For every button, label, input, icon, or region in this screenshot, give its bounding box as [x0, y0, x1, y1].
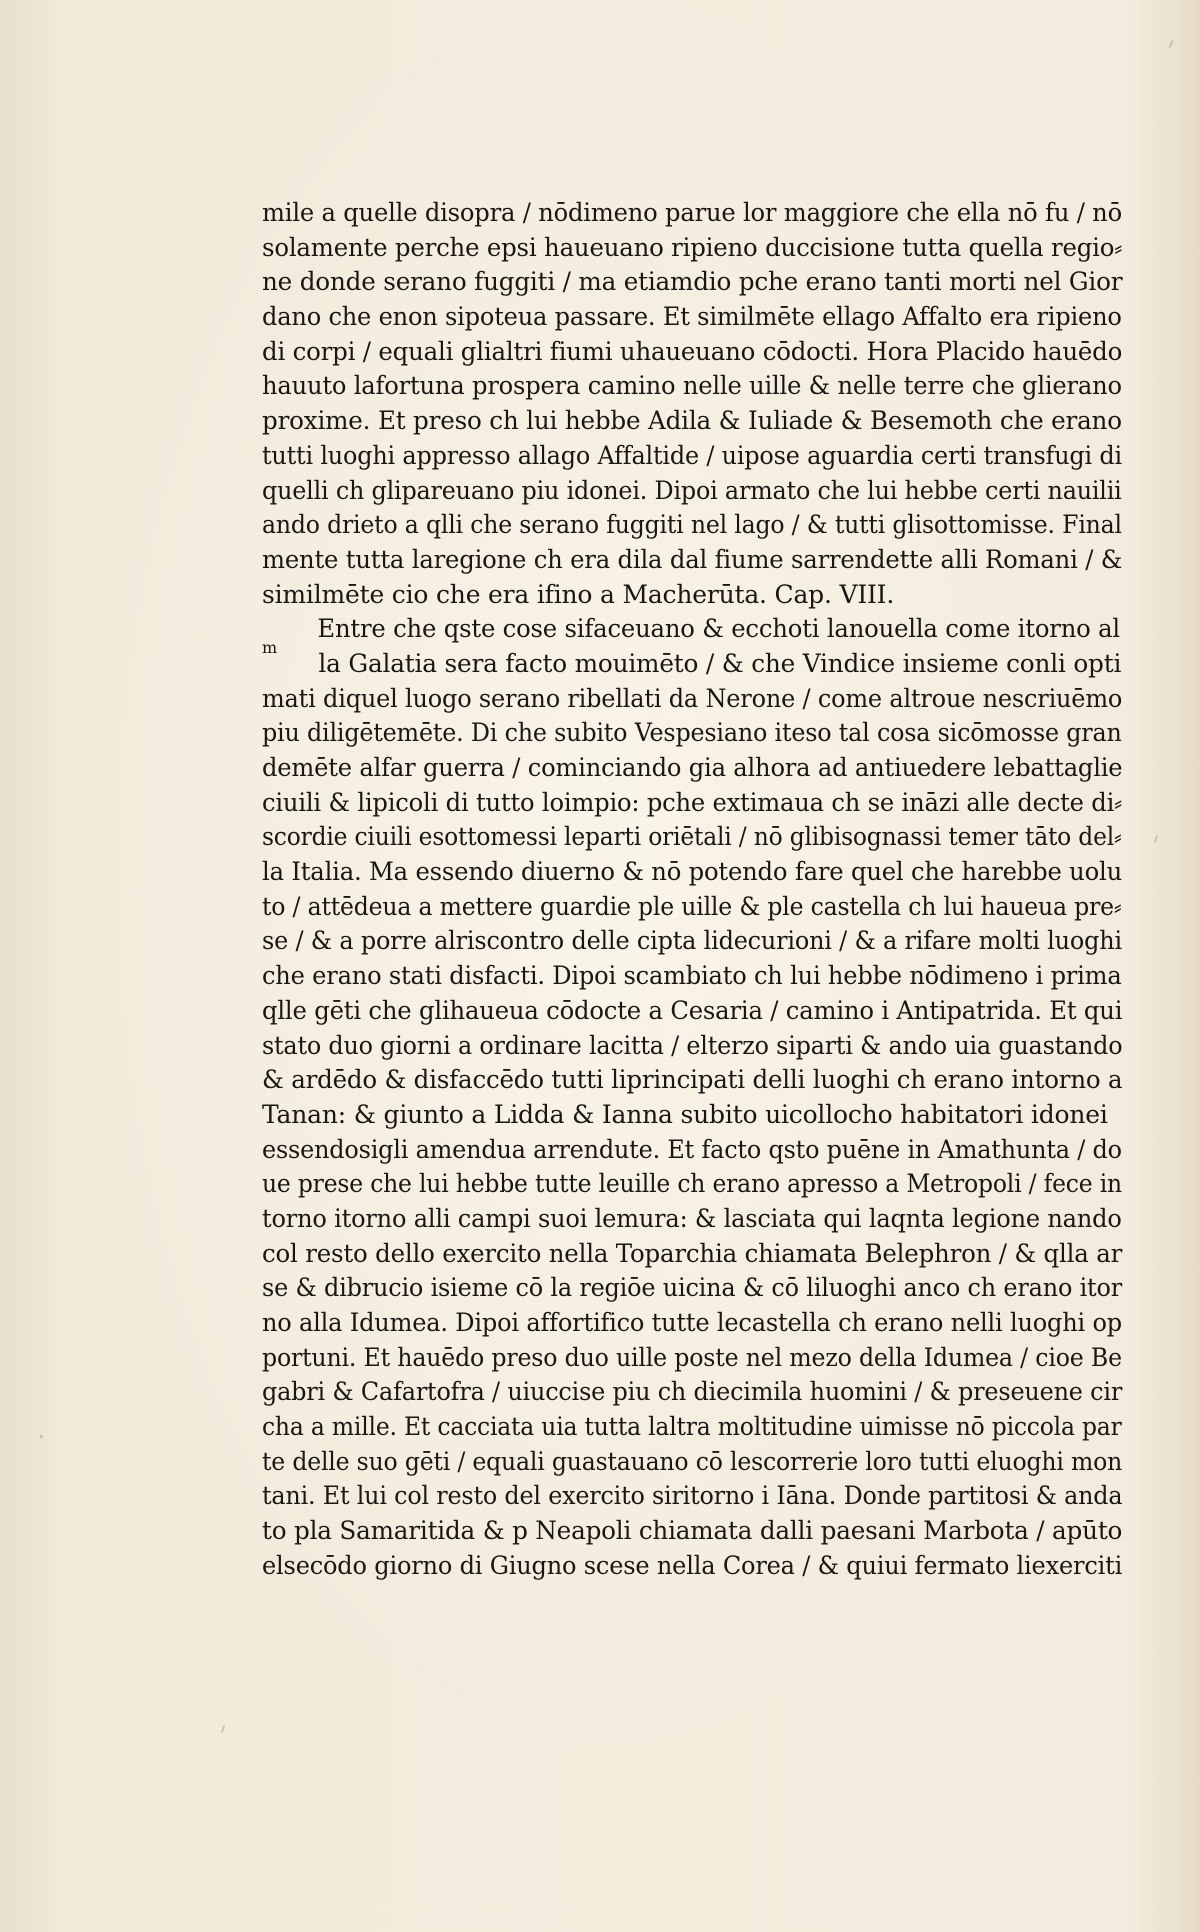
text-line: stato duo giorni a ordinare lacitta / elterzo siparti & ando uia guastando	[262, 1030, 1123, 1060]
paper-speck	[40, 1435, 43, 1438]
text-line: cha a mille. Et cacciata uia tutta laltra moltitudine uimisse nō piccola par	[262, 1412, 1122, 1442]
text-line: solamente perche epsi haueuano ripieno duccisione tutta quella regio⸗	[262, 232, 1123, 262]
text-line: essendosigli amendua arrendute. Et facto qsto puēne in Amathunta / do	[262, 1134, 1122, 1164]
text-line: mente tutta laregione ch era dila dal fiume sarrendette alli Romani / &	[262, 544, 1123, 574]
text-line: ando drieto a qlli che serano fuggiti nel lago / & tutti glisottomisse. Final	[262, 510, 1122, 540]
text-line: hauuto lafortuna prospera camino nelle uille & nelle terre che glierano	[262, 371, 1122, 401]
text-line: no alla Idumea. Dipoi affortifico tutte lecastella ch erano nelli luoghi op	[262, 1308, 1122, 1337]
paper-speck	[1169, 40, 1174, 48]
text-line: torno itorno alli campi suoi lemura: & lasciata qui laqnta legione nando	[262, 1203, 1122, 1233]
text-line: proxime. Et preso ch lui hebbe Adila & Iuliade & Besemoth che erano	[262, 406, 1122, 436]
text-line: qlle gēti che glihaueua cōdocte a Cesaria / camino i Antipatrida. Et qui	[262, 995, 1123, 1025]
text-line: ne donde serano fuggiti / ma etiamdio pche erano tanti morti nel Gior	[262, 267, 1123, 297]
text-line: ciuili & lipicoli di tutto loimpio: pche extimaua ch se ināzi alle decte di⸗	[262, 787, 1123, 817]
text-line: mati diquel luogo serano ribellati da Nerone / come altroue nescriuēmo	[262, 683, 1123, 713]
text-line: che erano stati disfacti. Dipoi scambiato ch lui hebbe nōdimeno i prima	[262, 961, 1122, 991]
paper-speck	[221, 1725, 226, 1733]
text-line: quelli ch glipareuano piu idonei. Dipoi armato che lui hebbe certi nauilii	[262, 475, 1122, 505]
text-line: gabri & Cafartofra / uiuccise piu ch diecimila huomini / & preseuene cir	[262, 1377, 1123, 1407]
text-line: te delle suo gēti / equali guastauano cō lescorrerie loro tutti eluoghi mon	[262, 1446, 1123, 1476]
marginal-note: m	[262, 638, 278, 657]
text-line: la Italia. Ma essendo diuerno & nō potendo fare quel che harebbe uolu	[262, 857, 1123, 887]
text-line: se & dibrucio isieme cō la regiōe uicina & cō liluoghi anco ch erano itor	[262, 1273, 1122, 1303]
text-line: scordie ciuili esottomessi leparti oriētali / nō glibisognassi temer tāto del⸗	[262, 822, 1122, 852]
text-line: mile a quelle disopra / nōdimeno parue lor maggiore che ella nō fu / nō	[262, 198, 1122, 227]
text-line: di corpi / equali glialtri fiumi uhaueuano cōdocti. Hora Placido hauēdo	[262, 336, 1123, 366]
text-line: se / & a porre alriscontro delle cipta lidecurioni / & a rifare molti luoghi	[262, 926, 1122, 956]
text-line: elsecōdo giorno di Giugno scese nella Corea / & quiui fermato liexerciti	[262, 1550, 1123, 1580]
text-line: demēte alfar guerra / cominciando gia alhora ad antiuedere lebattaglie	[262, 753, 1123, 782]
text-line: to pla Samaritida & p Neapoli chiamata dalli paesani Marbota / apūto	[262, 1516, 1123, 1546]
text-line: Entre che qste cose sifaceuano & ecchoti lanouella come itorno al	[317, 614, 1121, 644]
text-line: piu diligētemēte. Di che subito Vespesiano itesο tal cosa sicōmosse gran	[262, 718, 1122, 748]
text-line: la Galatia sera facto mouimēto / & che Vindice insieme conli opti	[318, 648, 1122, 678]
text-line: & ardēdo & disfaccēdo tutti liprincipati delli luoghi ch erano intorno a	[262, 1065, 1123, 1095]
body-text	[262, 196, 1122, 1584]
text-line: tani. Et lui col resto del exercito siritorno i Iāna. Donde partitosi & anda	[262, 1481, 1123, 1511]
paper-speck	[1154, 835, 1159, 843]
text-line: portuni. Et hauēdo preso duo uille poste nel mezo della Idumea / cioe Be	[262, 1342, 1122, 1372]
text-line: ue prese che lui hebbe tutte leuille ch erano apresso a Metropoli / fece in	[262, 1169, 1122, 1199]
text-line: col resto dello exercito nella Toparchia chiamata Belephron / & qlla ar	[262, 1238, 1123, 1268]
text-line: to / attēdeua a mettere guardie ple uille & ple castella ch lui haueua pre⸗	[262, 891, 1122, 921]
text-line: dano che enon sipoteua passare. Et similmēte ellago Affalto era ripieno	[262, 302, 1122, 332]
text-line: tutti luoghi appresso allago Affaltide / uipose aguardia certi transfugi di	[262, 440, 1122, 470]
text-line: Tanan: & giunto a Lidda & Ianna subito uicollocho habitatori idonei	[262, 1099, 1108, 1129]
chapter-heading-line: similmēte cio che era ifino a Macherūta. Cap. VIII.	[262, 579, 895, 609]
